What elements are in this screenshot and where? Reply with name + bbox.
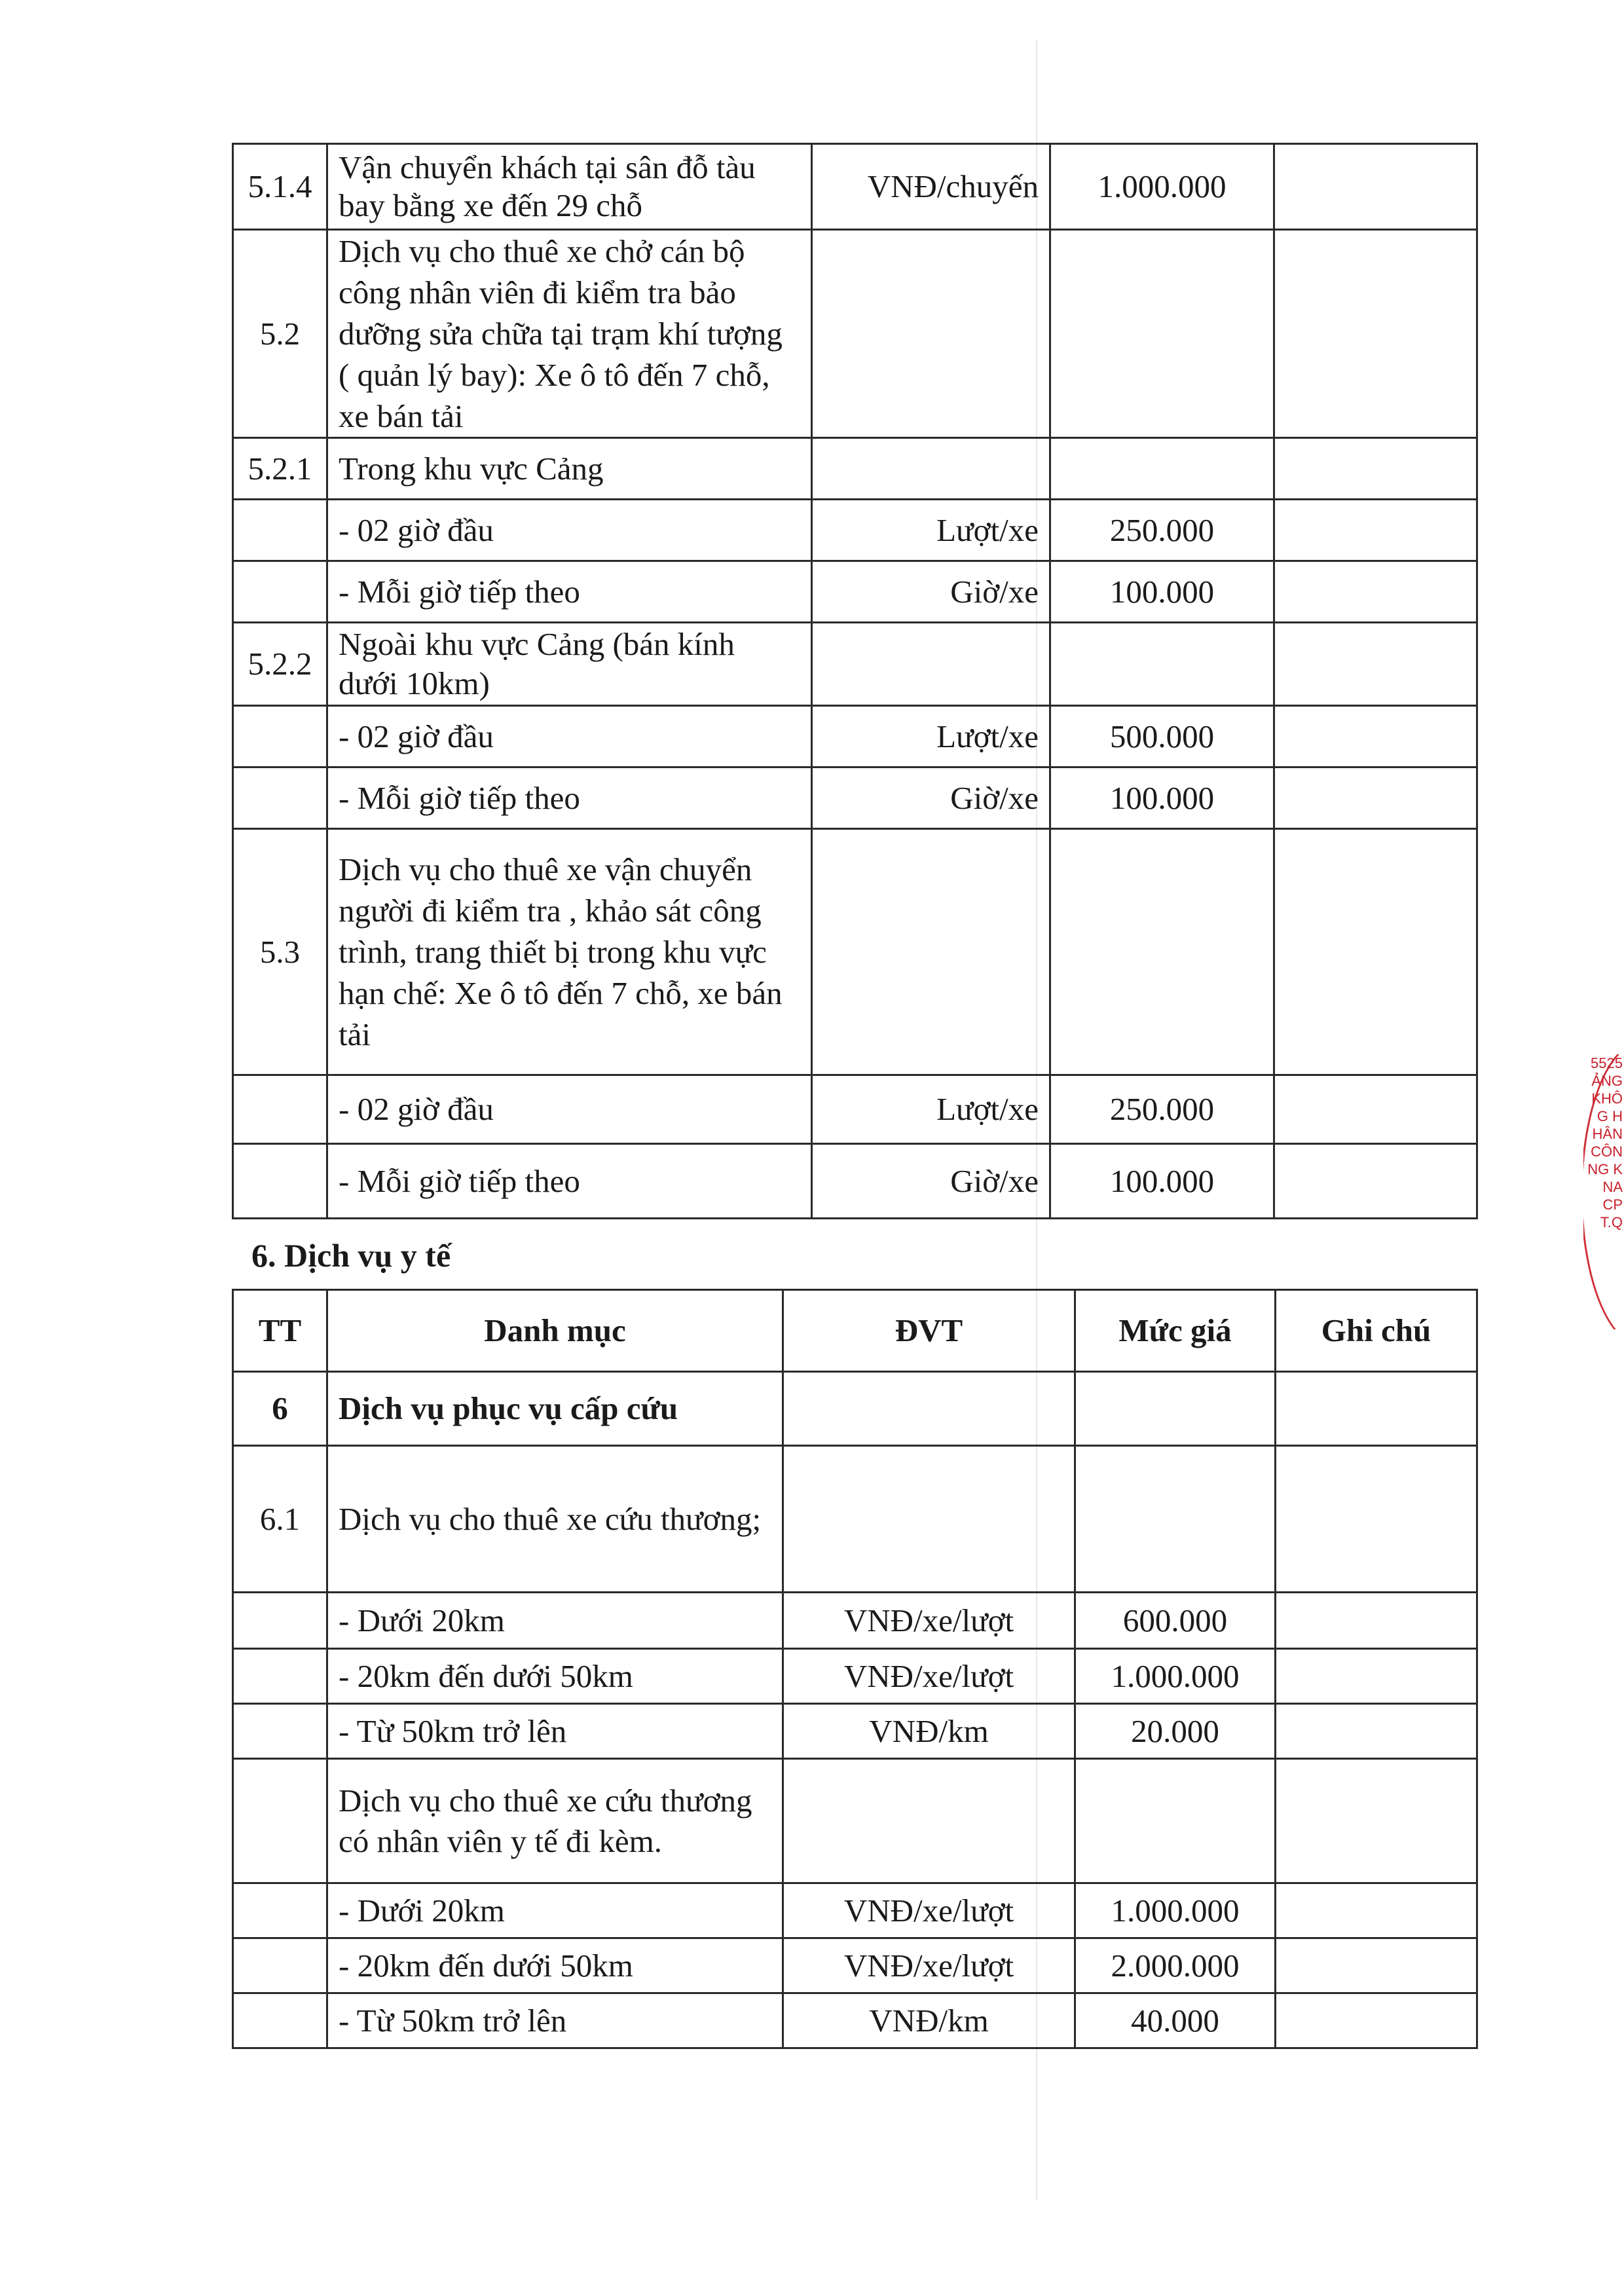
- row-note: [1276, 1649, 1477, 1704]
- row-name: - Từ 50km trở lên: [327, 1993, 783, 2048]
- table-header-row: [233, 1290, 1477, 1372]
- row-note: [1274, 829, 1477, 1075]
- row-price: 40.000: [1075, 1993, 1276, 2048]
- row-name: Dịch vụ cho thuê xe vận chuyển người đi kiểm tra , khảo sát công trình, trang thiết bị trong khu vực hạn chế: Xe ô tô đến 7 chỗ, xe bán tải: [327, 829, 812, 1075]
- row-price: 500.000: [1050, 706, 1274, 767]
- row-unit: Giờ/xe: [812, 767, 1050, 829]
- row-note: [1276, 1446, 1477, 1593]
- row-tt: 5.2.1: [233, 438, 327, 500]
- row-unit: Lượt/xe: [812, 706, 1050, 767]
- row-name: - Mỗi giờ tiếp theo: [327, 561, 812, 623]
- stamp-text: CP: [1602, 1196, 1623, 1213]
- row-unit: [783, 1759, 1075, 1883]
- row-note: [1274, 230, 1477, 438]
- row-note: [1274, 623, 1477, 706]
- row-note: [1274, 561, 1477, 623]
- row-tt: 6.1: [233, 1446, 327, 1593]
- row-price: [1075, 1446, 1276, 1593]
- row-price: [1050, 438, 1274, 500]
- row-name: - Mỗi giờ tiếp theo: [327, 767, 812, 829]
- row-unit: VNĐ/xe/lượt: [783, 1593, 1075, 1649]
- row-price: 100.000: [1050, 1144, 1274, 1219]
- stamp-text: 5525: [1591, 1055, 1623, 1071]
- table-row: [233, 829, 1477, 1075]
- row-tt: [233, 500, 327, 561]
- row-unit: VNĐ/xe/lượt: [783, 1649, 1075, 1704]
- row-price: 600.000: [1075, 1593, 1276, 1649]
- stamp-text: NG K: [1587, 1161, 1623, 1177]
- stamp-text: T.Q: [1600, 1214, 1623, 1230]
- row-price: 1.000.000: [1075, 1649, 1276, 1704]
- row-unit: [812, 230, 1050, 438]
- stamp-text: NA: [1602, 1179, 1623, 1195]
- row-unit: [783, 1372, 1075, 1446]
- row-price: [1075, 1759, 1276, 1883]
- table-row: [233, 1993, 1477, 2048]
- row-name: - Dưới 20km: [327, 1883, 783, 1938]
- table-row: [233, 561, 1477, 623]
- table-row: [233, 230, 1477, 438]
- table-row: [233, 1446, 1477, 1593]
- row-note: [1274, 706, 1477, 767]
- row-tt: [233, 767, 327, 829]
- stamp-text: HÂN: [1592, 1126, 1623, 1142]
- row-note: [1274, 438, 1477, 500]
- row-price: [1075, 1372, 1276, 1446]
- row-price: 2.000.000: [1075, 1938, 1276, 1993]
- row-tt: [233, 1593, 327, 1649]
- row-tt: [233, 706, 327, 767]
- row-note: [1276, 1593, 1477, 1649]
- table-row: [233, 1649, 1477, 1704]
- row-tt: 6: [233, 1372, 327, 1446]
- header-name: Danh mục: [327, 1290, 783, 1372]
- row-note: [1274, 767, 1477, 829]
- stamp-text: G H: [1596, 1108, 1623, 1124]
- row-note: [1274, 500, 1477, 561]
- row-name: Dịch vụ cho thuê xe chở cán bộ công nhân viên đi kiểm tra bảo dưỡng sửa chữa tại trạm khí tượng ( quản lý bay): Xe ô tô đến 7 chỗ, xe bán tải: [327, 230, 812, 438]
- table-row: [233, 767, 1477, 829]
- row-unit: VNĐ/xe/lượt: [783, 1883, 1075, 1938]
- row-unit: [812, 438, 1050, 500]
- row-unit: [812, 623, 1050, 706]
- header-note: Ghi chú: [1276, 1290, 1477, 1372]
- row-unit: Lượt/xe: [812, 500, 1050, 561]
- row-unit: VNĐ/chuyến: [812, 144, 1050, 230]
- row-price: 100.000: [1050, 767, 1274, 829]
- row-note: [1274, 144, 1477, 230]
- row-note: [1274, 1144, 1477, 1219]
- table-row: [233, 1372, 1477, 1446]
- row-tt: 5.2: [233, 230, 327, 438]
- row-name: - 02 giờ đầu: [327, 500, 812, 561]
- table-row: [233, 623, 1477, 706]
- stamp-text: KHÔ: [1591, 1090, 1623, 1107]
- table-row: [233, 1704, 1477, 1759]
- row-name: Dịch vụ phục vụ cấp cứu: [327, 1372, 783, 1446]
- table-row: [233, 1075, 1477, 1144]
- row-unit: Giờ/xe: [812, 1144, 1050, 1219]
- row-name: Dịch vụ cho thuê xe cứu thương;: [327, 1446, 783, 1593]
- row-name: - Mỗi giờ tiếp theo: [327, 1144, 812, 1219]
- row-name: - 20km đến dưới 50km: [327, 1649, 783, 1704]
- row-note: [1274, 1075, 1477, 1144]
- table-row: [233, 144, 1477, 230]
- row-note: [1276, 1883, 1477, 1938]
- row-name: Vận chuyển khách tại sân đỗ tàu bay bằng xe đến 29 chỗ: [327, 144, 812, 230]
- row-name: - 02 giờ đầu: [327, 706, 812, 767]
- row-tt: [233, 1883, 327, 1938]
- header-unit: ĐVT: [783, 1290, 1075, 1372]
- row-unit: VNĐ/xe/lượt: [783, 1938, 1075, 1993]
- row-note: [1276, 1993, 1477, 2048]
- row-price: 1.000.000: [1075, 1883, 1276, 1938]
- row-unit: VNĐ/km: [783, 1993, 1075, 2048]
- row-unit: [783, 1446, 1075, 1593]
- row-name: Trong khu vực Cảng: [327, 438, 812, 500]
- row-price: 250.000: [1050, 1075, 1274, 1144]
- table-row: [233, 1938, 1477, 1993]
- row-price: 250.000: [1050, 500, 1274, 561]
- row-tt: [233, 1144, 327, 1219]
- row-tt: [233, 1704, 327, 1759]
- row-unit: Lượt/xe: [812, 1075, 1050, 1144]
- row-tt: [233, 1938, 327, 1993]
- row-unit: VNĐ/km: [783, 1704, 1075, 1759]
- red-stamp: [1583, 1054, 1624, 1329]
- header-tt: TT: [233, 1290, 327, 1372]
- row-price: 100.000: [1050, 561, 1274, 623]
- table-row: [233, 438, 1477, 500]
- table-row: [233, 1593, 1477, 1649]
- row-price: [1050, 230, 1274, 438]
- row-note: [1276, 1938, 1477, 1993]
- row-tt: [233, 561, 327, 623]
- row-tt: [233, 1075, 327, 1144]
- table-row: [233, 1883, 1477, 1938]
- table-row: [233, 706, 1477, 767]
- row-name: - 20km đến dưới 50km: [327, 1938, 783, 1993]
- table-row: [233, 500, 1477, 561]
- row-price: [1050, 829, 1274, 1075]
- row-note: [1276, 1704, 1477, 1759]
- row-name: - Dưới 20km: [327, 1593, 783, 1649]
- header-price: Mức giá: [1075, 1290, 1276, 1372]
- stamp-text: CÔN: [1591, 1143, 1623, 1160]
- row-tt: [233, 1649, 327, 1704]
- transport-price-table: [232, 143, 1478, 1219]
- row-tt: [233, 1993, 327, 2048]
- medical-price-table: [232, 1289, 1478, 2049]
- row-price: [1050, 623, 1274, 706]
- table-row: [233, 1144, 1477, 1219]
- row-price: 1.000.000: [1050, 144, 1274, 230]
- row-price: 20.000: [1075, 1704, 1276, 1759]
- row-tt: 5.3: [233, 829, 327, 1075]
- row-name: Dịch vụ cho thuê xe cứu thương có nhân viên y tế đi kèm.: [327, 1759, 783, 1883]
- table-row: [233, 1759, 1477, 1883]
- row-name: Ngoài khu vực Cảng (bán kính dưới 10km): [327, 623, 812, 706]
- row-name: - 02 giờ đầu: [327, 1075, 812, 1144]
- row-note: [1276, 1372, 1477, 1446]
- row-unit: [812, 829, 1050, 1075]
- row-tt: 5.1.4: [233, 144, 327, 230]
- row-note: [1276, 1759, 1477, 1883]
- row-name: - Từ 50km trở lên: [327, 1704, 783, 1759]
- row-unit: Giờ/xe: [812, 561, 1050, 623]
- row-tt: 5.2.2: [233, 623, 327, 706]
- stamp-text: ẢNG: [1591, 1073, 1623, 1089]
- row-tt: [233, 1759, 327, 1883]
- section-title: 6. Dịch vụ y tế: [251, 1237, 451, 1274]
